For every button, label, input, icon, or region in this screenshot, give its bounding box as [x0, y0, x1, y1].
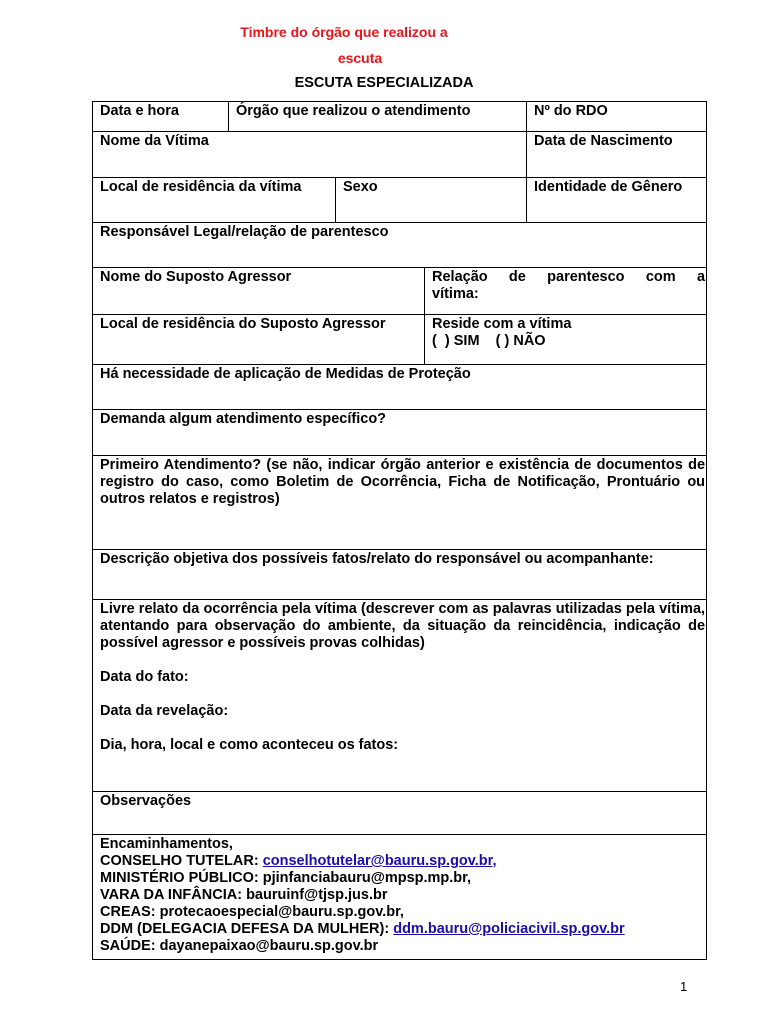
lives-with-victim-options[interactable]: ( ) SIM ( ) NÃO: [432, 333, 546, 349]
gender-identity-label: Identidade de Gênero: [534, 179, 683, 195]
revelation-date-label: Data da revelação:: [100, 703, 229, 719]
attending-agency-cell[interactable]: [229, 102, 527, 132]
free-report-label: Livre relato da ocorrência pela vítima (descrever com as palavras utilizadas pela vítima, atentando para observação do ambiente, da situação da reincidência, indicação de possível agressor e possíveis provas colhidas): [100, 601, 706, 651]
gender-identity-cell[interactable]: [527, 178, 707, 223]
document-title: ESCUTA ESPECIALIZADA: [294, 75, 474, 91]
referral-creas: CREAS: protecaoespecial@bauru.sp.gov.br,: [100, 904, 404, 920]
saude-email: dayanepaixao@bauru.sp.gov.br: [159, 938, 379, 954]
referral-conselho-tutelar: CONSELHO TUTELAR: conselhotutelar@bauru.sp.gov.br,: [100, 853, 497, 869]
legal-guardian-cell[interactable]: [93, 223, 707, 268]
birth-date-cell[interactable]: [527, 132, 707, 178]
first-care-cell[interactable]: [93, 456, 707, 550]
creas-email: protecaoespecial@bauru.sp.gov.br,: [159, 904, 404, 920]
sex-label: Sexo: [343, 179, 378, 195]
kinship-label-line1: Relação de parentesco com a: [432, 269, 706, 285]
aggressor-residence-label: Local de residência do Suposto Agressor: [100, 316, 386, 332]
victim-name-label: Nome da Vítima: [100, 133, 209, 149]
observations-label: Observações: [100, 793, 192, 809]
vara-infancia-email: bauruinf@tjsp.jus.br: [246, 887, 388, 903]
letterhead-placeholder-line2: escuta: [337, 50, 383, 66]
victim-residence-label: Local de residência da vítima: [100, 179, 302, 195]
referral-vara-infancia: VARA DA INFÂNCIA: bauruinf@tjsp.jus.br: [100, 887, 388, 903]
referral-saude: SAÚDE: dayanepaixao@bauru.sp.gov.br: [100, 938, 379, 954]
sex-cell[interactable]: [336, 178, 527, 223]
rdo-number-cell[interactable]: [527, 102, 707, 132]
specific-care-label: Demanda algum atendimento específico?: [100, 411, 387, 427]
legal-guardian-label: Responsável Legal/relação de parentesco: [100, 224, 389, 240]
aggressor-residence-cell[interactable]: [93, 315, 425, 365]
date-time-cell[interactable]: [93, 102, 229, 132]
kinship-cell[interactable]: [425, 268, 707, 315]
conselho-tutelar-email-link[interactable]: conselhotutelar@bauru.sp.gov.br,: [262, 853, 497, 869]
how-it-happened-label: Dia, hora, local e como aconteceu os fatos:: [100, 737, 399, 753]
specific-care-cell[interactable]: [93, 410, 707, 456]
listening-form-table: [92, 101, 707, 960]
aggressor-name-cell[interactable]: [93, 268, 425, 315]
date-time-label: Data e hora: [100, 103, 179, 119]
birth-date-label: Data de Nascimento: [534, 133, 673, 149]
referral-ddm: DDM (DELEGACIA DEFESA DA MULHER): ddm.bauru@policiacivil.sp.gov.br: [100, 921, 625, 937]
objective-description-cell[interactable]: [93, 550, 707, 600]
referral-ministerio-publico: MINISTÉRIO PÚBLICO: pjinfanciabauru@mpsp.mp.br,: [100, 870, 472, 886]
rdo-number-label: Nº do RDO: [534, 103, 608, 119]
protection-measures-cell[interactable]: [93, 365, 707, 410]
first-care-label: Primeiro Atendimento? (se não, indicar órgão anterior e existência de documentos de registro do caso, como Boletim de Ocorrência, Ficha de Notificação, Prontuário ou outros relatos e registros): [100, 457, 706, 507]
referrals-heading: Encaminhamentos,: [100, 836, 233, 852]
ddm-email-link[interactable]: ddm.bauru@policiacivil.sp.gov.br: [393, 921, 625, 937]
lives-with-victim-label: Reside com a vítima: [432, 316, 572, 332]
protection-measures-label: Há necessidade de aplicação de Medidas de Proteção: [100, 366, 471, 382]
free-report-cell[interactable]: [93, 600, 707, 792]
victim-name-cell[interactable]: [93, 132, 527, 178]
fact-date-label: Data do fato:: [100, 669, 189, 685]
observations-cell[interactable]: [93, 792, 707, 835]
referrals-cell: [93, 835, 707, 960]
kinship-label-line2: vítima:: [432, 286, 479, 302]
attending-agency-label: Órgão que realizou o atendimento: [236, 103, 471, 119]
page-number: 1: [680, 979, 688, 994]
lives-with-victim-cell[interactable]: [425, 315, 707, 365]
aggressor-name-label: Nome do Suposto Agressor: [100, 269, 292, 285]
ministerio-publico-email: pjinfanciabauru@mpsp.mp.br,: [262, 870, 472, 886]
victim-residence-cell[interactable]: [93, 178, 336, 223]
objective-description-label: Descrição objetiva dos possíveis fatos/relato do responsável ou acompanhante:: [100, 551, 654, 567]
letterhead-placeholder-line1: Timbre do órgão que realizou a: [240, 24, 448, 40]
